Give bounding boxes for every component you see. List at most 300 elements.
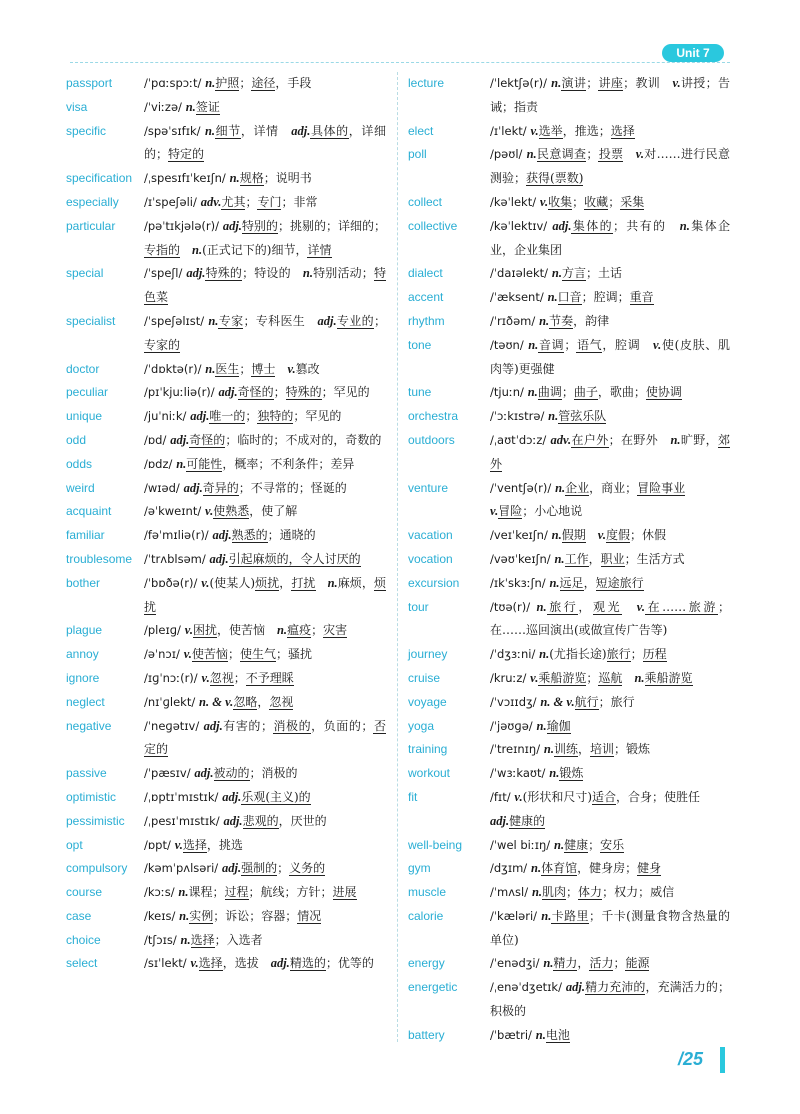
meaning-text: ； [564,337,577,352]
part-of-speech: n. [551,266,562,281]
part-of-speech: adj. [222,218,242,233]
key-meaning: 签证 [195,99,220,114]
part-of-speech: adj. [565,980,585,995]
phonetic: /ˈæksent/ [490,290,544,305]
key-meaning: 获得(票数) [526,171,584,186]
meaning-text: ； [630,647,643,662]
key-meaning: 尤其 [221,194,246,209]
vocab-entry [66,929,386,953]
meaning-text: ， [578,742,591,757]
phonetic: /ˈkæləri/ [490,908,538,923]
key-meaning: 医生 [215,361,240,376]
headword: yoga [408,718,435,733]
part-of-speech: n. [536,718,547,733]
meaning-text: ， [577,956,590,971]
vocab-entry [66,691,386,715]
phonetic: /ˈdʒɜːni/ [490,647,536,662]
definition [144,310,386,358]
phonetic: /tʃɔɪs/ [144,932,177,947]
part-of-speech: adj. [183,480,203,495]
meaning-text: ；非常 [281,194,318,209]
key-meaning: 投票 [598,147,624,162]
key-meaning: 卡路里 [551,908,589,923]
headword: calorie [408,908,444,923]
vocab-entry [66,310,386,358]
vocab-entry [408,429,730,477]
meaning-text: ；通晓的 [267,528,316,543]
definition [144,429,386,453]
vocab-entry [66,834,386,858]
headword: collective [408,218,458,233]
meaning-text: ；说明书 [263,171,312,186]
definition [144,453,386,477]
phonetic: /ˈwel biːɪŋ/ [490,837,551,852]
meaning-text: ； [566,885,579,900]
definition [144,262,386,310]
headword: vocation [408,551,453,566]
key-meaning: 特别的 [241,218,278,233]
vocab-entry [408,310,730,334]
meaning-text: ；诉讼；容器； [213,908,298,923]
definition [144,405,386,429]
meaning-text: ， [279,575,292,590]
key-meaning: 巡航 [598,670,623,685]
part-of-speech: v. [597,528,606,543]
meaning-text: ，健身房； [577,861,638,876]
part-of-speech: v. [530,123,539,138]
meaning-text: 有害的； [222,718,273,733]
meaning-text: ，详情 [240,123,292,138]
meaning-text: ； [572,194,585,209]
key-meaning: 否定的 [144,718,386,757]
headword: special [66,266,104,281]
meaning-text: ； [273,385,286,400]
meaning-text [180,243,192,257]
phonetic: /ˈpæsɪv/ [144,766,191,781]
meaning-text: ；骚扰 [275,647,312,662]
vocab-entry [66,477,386,501]
definition [144,691,386,715]
part-of-speech: v. [672,76,681,90]
part-of-speech: n. [634,670,645,685]
key-meaning: 困扰 [192,623,217,638]
meaning-text: ；小心地说 [522,504,583,519]
headword: fit [408,789,418,804]
part-of-speech: v. [636,599,645,614]
key-meaning: 方言 [561,266,586,281]
phonetic: /əˈkweɪnt/ [144,504,202,519]
part-of-speech: v. [635,147,644,162]
key-meaning: 详情 [307,242,332,257]
meaning-text: ，负面的； [311,718,374,733]
meaning-text [275,362,287,376]
key-meaning: 度假 [605,528,630,543]
part-of-speech: n. [526,147,537,162]
headword: specification [66,171,133,186]
meaning-text: (正式记下的)细节， [202,242,308,257]
meaning-text: ； [613,956,626,971]
phonetic: /kəmˈpʌlsəri/ [144,861,219,876]
key-meaning: 奇怪的 [237,385,274,400]
key-meaning: 瑜伽 [546,718,571,733]
phonetic: /ˈrɪðəm/ [490,313,536,328]
meaning-text: ；教训 [623,76,673,90]
definition [490,715,730,739]
vocab-entry [66,619,386,643]
phonetic: /ɪɡˈnɔː(r)/ [144,670,198,685]
key-meaning: 安乐 [600,837,625,852]
part-of-speech: v. [184,623,193,638]
key-meaning: 乘船游览 [644,670,693,685]
phonetic: /dʒɪm/ [490,861,528,876]
part-of-speech: v. [490,504,499,519]
vocab-entry [408,762,730,786]
definition [490,667,730,691]
part-of-speech: n. [548,409,559,424]
vocab-entry [408,262,730,286]
phonetic: /ˈmʌsl/ [490,885,529,900]
phonetic: /ˈspeʃl/ [144,266,183,281]
headword: select [66,956,98,971]
part-of-speech: n. [547,290,558,305]
key-meaning: 途径 [251,76,276,90]
key-meaning: 瘟疫 [287,623,312,638]
definition [490,477,730,525]
phonetic: /veɪˈkeɪʃn/ [490,528,548,543]
key-meaning: 熟悉的 [231,528,268,543]
headword: venture [408,480,449,495]
headword: tune [408,385,432,400]
definition [490,691,730,715]
definition [490,857,730,881]
key-meaning: 灾害 [323,623,348,638]
definition [490,881,730,905]
meaning-text: ，充满活力的；积极的 [490,980,730,1019]
definition [490,952,730,976]
key-meaning: 体力 [578,885,603,900]
key-meaning: 培训 [590,742,615,757]
definition [144,500,386,524]
key-meaning: 引起麻烦的，令人讨厌的 [228,551,361,566]
phonetic: /ˈventʃə(r)/ [490,480,552,495]
meaning-text: ；航线；方针； [248,885,333,900]
vocab-entry [66,215,386,263]
headword: outdoors [408,432,455,447]
definition [144,120,386,168]
meaning-text: ， [257,694,270,709]
headword: journey [408,647,448,662]
vocab-entry [66,572,386,620]
definition [490,548,730,572]
key-meaning: 强制的 [241,861,278,876]
part-of-speech: n. [536,599,547,614]
part-of-speech: n. [531,861,542,876]
key-meaning: 重音 [629,290,654,305]
key-meaning: 收集 [548,194,573,209]
meaning-text: ， [588,551,601,566]
phonetic: /ˈvɔɪɪdʒ/ [490,694,537,709]
definition [490,905,730,953]
definition [144,548,386,572]
meaning-text: ；休假 [630,528,667,543]
part-of-speech: n. [229,171,240,186]
phonetic: /ˌpesɪˈmɪstɪk/ [144,813,220,828]
part-of-speech: adj. [221,861,242,876]
meaning-text: ；专科医生 [243,313,318,328]
vocab-entry [408,120,730,144]
vocab-entry [66,762,386,786]
key-meaning: 选择 [610,123,635,138]
key-meaning: 使生气 [239,647,276,662]
part-of-speech: v. [205,504,214,519]
meaning-text: ；在……巡回演出(或做宣传广告等) [490,599,730,638]
page-number-bar [720,1047,725,1073]
meaning-text: ； [227,647,240,662]
key-meaning: 语气 [576,337,603,352]
headword: passport [66,76,113,90]
meaning-text: ； [586,147,599,162]
key-meaning: 曲子 [573,385,598,400]
vocab-entry [408,405,730,429]
meaning-text: ； [311,623,324,638]
part-of-speech: adj. [209,551,229,566]
key-meaning: 健康 [564,837,589,852]
definition [144,72,386,96]
phonetic: /sɪˈlekt/ [144,956,187,971]
headword: course [66,885,103,900]
phonetic: /ˈbɒðə(r)/ [144,575,198,590]
key-meaning: 肌肉 [542,885,567,900]
key-meaning: 锻炼 [559,766,584,781]
key-meaning: 演讲 [561,76,587,90]
headword: odd [66,432,87,447]
meaning-text: ；优等的 [325,956,374,971]
meaning-text: ；入选者 [214,932,263,947]
definition [144,167,386,191]
key-meaning: 特殊的 [285,385,322,400]
definition [490,524,730,548]
phonetic: /ɒpt/ [144,837,171,852]
vocab-entry [408,596,730,644]
definition [490,405,730,429]
definition [490,834,730,858]
phonetic: /ˈspeʃəlɪst/ [144,313,205,328]
meaning-text: ； [586,670,599,685]
meaning-text: ；挑剔的；详细的； [277,218,386,233]
column-divider [397,72,398,1042]
headword: vacation [408,528,453,543]
vocab-entry [66,881,386,905]
definition [144,810,386,834]
part-of-speech: n. [528,337,539,352]
headword: gym [408,861,431,876]
meaning-text: ； [561,385,574,400]
headword: compulsory [66,861,128,876]
headword: muscle [408,885,447,900]
key-meaning: 打扰 [291,575,316,590]
key-meaning: 能源 [625,956,650,971]
definition [490,143,730,191]
part-of-speech: v. [201,670,210,685]
key-meaning: 曲调 [537,385,562,400]
meaning-text: 课程； [188,885,225,900]
meaning-text: ，商业； [589,480,638,495]
key-meaning: 航行 [574,694,599,709]
part-of-speech: n. [302,266,313,281]
vocab-entry [408,72,730,120]
meaning-text: ，使苦恼 [216,623,277,638]
part-of-speech: n. & v. [540,694,575,709]
key-meaning: 博士 [251,361,276,376]
phonetic: /kəˈlektɪv/ [490,218,548,233]
key-meaning: 工作 [564,551,589,566]
part-of-speech: n. [205,76,216,90]
headword: bother [66,575,101,590]
headword: visa [66,99,88,114]
key-meaning: 专家 [218,313,244,328]
part-of-speech: adj. [218,385,238,400]
part-of-speech: n. [543,742,554,757]
meaning-text: (尤指长途) [549,647,607,662]
vocab-entry [66,548,386,572]
part-of-speech: n. [551,528,562,543]
vocab-entry [408,691,730,715]
meaning-text: ； [586,76,599,90]
key-meaning: 奇怪的 [189,432,226,447]
meaning-text: ；锻炼 [614,742,651,757]
vocab-entry [408,572,730,596]
part-of-speech: adj. [552,218,572,233]
headword: training [408,742,448,757]
meaning-text: ，手段 [275,76,312,90]
phonetic: /pɪˈkjuːliə(r)/ [144,385,215,400]
meaning-text: ； [277,861,290,876]
headword: negative [66,718,112,733]
part-of-speech: n. [527,385,538,400]
definition [490,120,730,144]
headword: dialect [408,266,443,281]
key-meaning: 唯一的 [209,409,246,424]
meaning-text: ；腔调； [581,290,630,305]
meaning-text: ；旅行 [598,694,635,709]
vocab-entry [408,834,730,858]
headword: lecture [408,76,445,90]
key-meaning: 精选的 [289,956,326,971]
key-meaning: 进展 [332,885,357,900]
headword: specific [66,123,107,138]
key-meaning: 假期 [561,528,586,543]
part-of-speech: adj. [270,956,290,971]
key-meaning: 忽视 [209,670,234,685]
key-meaning: 旅行 [606,647,631,662]
part-of-speech: n. [179,908,190,923]
vocab-entry [66,857,386,881]
definition [144,715,386,763]
part-of-speech: adj. [194,766,214,781]
unit-label: Unit 7 [662,44,724,62]
meaning-text [622,671,634,685]
key-meaning: 企业 [565,480,590,495]
part-of-speech: v. [653,337,662,352]
definition [490,643,730,667]
key-meaning: 实例 [189,908,214,923]
headword: choice [66,932,101,947]
vocab-entry [66,191,386,215]
phonetic: /ˌspesɪfɪˈkeɪʃn/ [144,171,226,186]
key-meaning: 使苦恼 [191,647,228,662]
phonetic: /ɪˈspeʃəli/ [144,194,197,209]
part-of-speech: v. [201,575,210,590]
meaning-text: ，选拔 [222,956,271,971]
vocab-entry [66,643,386,667]
key-meaning: 管弦乐队 [558,409,607,424]
meaning-text: ，推选； [562,123,611,138]
key-meaning: 在户外 [571,432,609,447]
vocab-entry [66,262,386,310]
key-meaning: 口音 [557,290,582,305]
key-meaning: 节奏 [549,313,574,328]
definition [144,191,386,215]
phonetic: /pəʊl/ [490,147,523,162]
phonetic: /ˈdɒktə(r)/ [144,361,202,376]
vocab-entry [408,143,730,191]
definition [490,381,730,405]
key-meaning: 乐观(主义)的 [241,789,311,804]
key-meaning: 精力充沛的 [585,980,646,995]
definition [490,596,730,644]
key-meaning: 忽略 [233,694,258,709]
part-of-speech: v. [287,361,296,376]
headword: excursion [408,575,460,590]
phonetic: /kruːz/ [490,670,527,685]
key-meaning: 在……旅游 [644,599,718,614]
vocab-entry [66,905,386,929]
key-meaning: 训练 [554,742,579,757]
part-of-speech: n. [554,837,565,852]
vocab-entry [408,881,730,905]
part-of-speech: adj. [212,528,232,543]
meaning-text: ， [583,575,596,590]
headword: energetic [408,980,458,995]
key-meaning: 消极的 [272,718,312,733]
key-meaning: 选择 [182,837,207,852]
part-of-speech: n. [543,956,554,971]
part-of-speech: n. & v. [199,694,234,709]
headword: annoy [66,647,99,662]
part-of-speech: adj. [317,313,337,328]
meaning-text: ；权力；威信 [602,885,675,900]
definition [490,572,730,596]
headword: unique [66,409,103,424]
meaning-text: 旷野， [680,432,718,447]
vocab-entry [66,96,386,120]
part-of-speech: n. [535,1027,546,1042]
meaning-text: 集体企业，企业集团 [490,218,730,257]
part-of-speech: adv. [550,432,572,447]
definition [490,262,730,286]
phonetic: /ˈviːzə/ [144,99,182,114]
key-meaning: 不予理睬 [245,670,294,685]
phonetic: /tʊə(r)/ [490,599,531,614]
headword: passive [66,766,107,781]
part-of-speech: n. [531,885,543,900]
part-of-speech: n. [670,432,681,447]
key-meaning: 可能性 [186,456,223,471]
key-meaning: 烦扰 [255,575,280,590]
part-of-speech: n. [276,623,288,638]
part-of-speech: adj. [186,266,206,281]
vocab-column-left [66,72,386,976]
